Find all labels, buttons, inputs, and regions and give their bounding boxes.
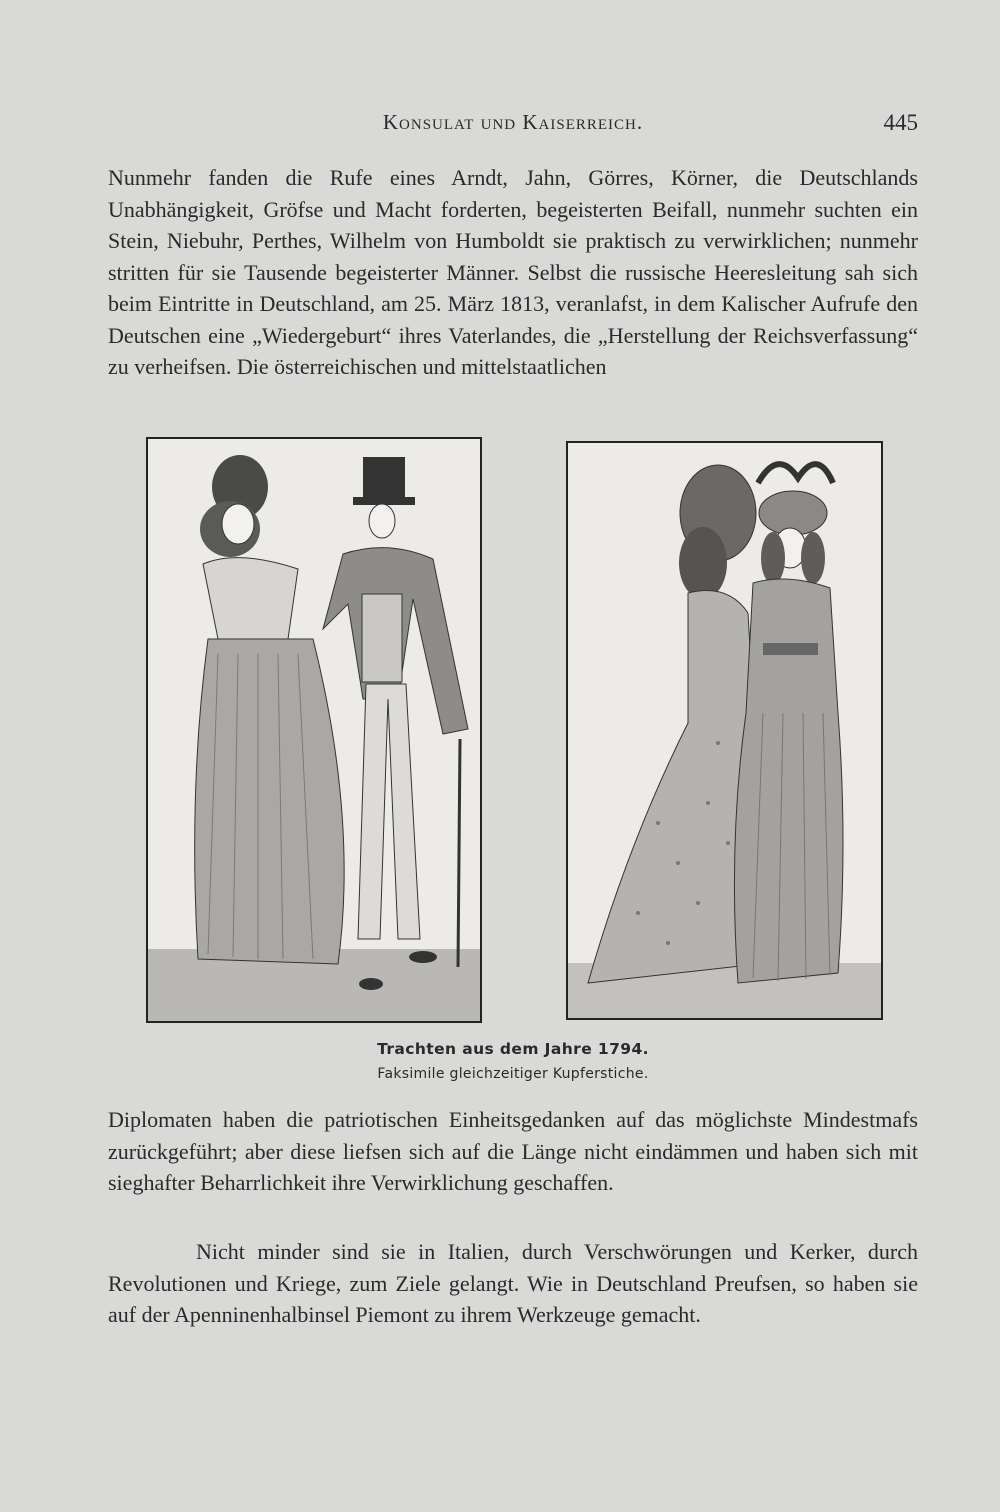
figure-caption-subtitle: Faksimile gleichzeitiger Kupferstiche. — [377, 1066, 649, 1082]
paragraph-3: Nicht minder sind sie in Italien, durch Verschwörungen und Kerker, durch Revolutionen und Kriege, zum Ziele gelangt. Wie in Deutschland Preufsen, so haben sie auf der Apenninenhalbinsel Piemont zu ihrem Werkzeuge gemacht. — [108, 1239, 918, 1327]
page-header — [108, 110, 918, 144]
engraving-right — [566, 441, 883, 1020]
engraving-left — [146, 437, 482, 1023]
paragraph-1: Nunmehr fanden die Rufe eines Arndt, Jahn, Görres, Körner, die Deutschlands Unabhängigkeit, Gröfse und Macht forderten, begeisterten Beifall, nunmehr suchten ein Stein, Niebuhr, Perthes, Wilhelm von Humboldt sie praktisch zu verwirklichen; nunmehr stritten für sie Tausende begeisterter Männer. Selbst die russische Heeresleitung sah sich beim Eintritte in Deutschland, am 25. März 1813, veranlafst, in dem Kalischer Aufrufe den Deutschen eine „Wiedergeburt“ ihres Vaterlandes, die „Herstellung der Reichsverfassung“ zu verheifsen. Die österreichischen und mittelstaatlichen — [108, 165, 918, 379]
running-title: Konsulat und Kaiserreich. — [382, 110, 644, 134]
figure-caption-title: Trachten aus dem Jahre 1794. — [377, 1040, 649, 1058]
page-number: 445 — [883, 110, 918, 135]
paragraph-2: Diplomaten haben die patriotischen Einheitsgedanken auf das möglichste Mindestmafs zurückgeführt; aber diese liefsen sich auf die Länge nicht eindämmen und haben sich mit sieghafter Beharrlichkeit ihre Verwirklichung geschaffen. — [108, 1107, 918, 1195]
